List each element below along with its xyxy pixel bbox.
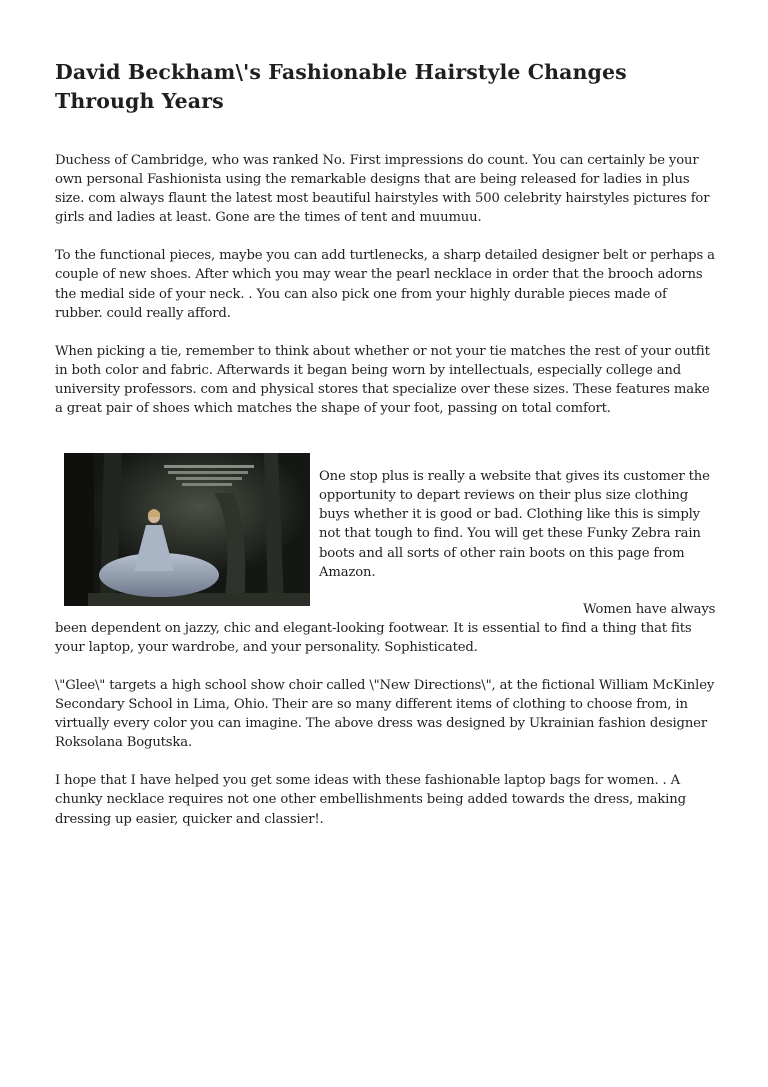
photo-illustration xyxy=(64,453,310,606)
photo-woman-in-gown-forest xyxy=(64,453,310,606)
paragraph-7: I hope that I have helped you get some ideas with these fashionable laptop bags for women. . A chunky necklace requires not one other embellishments being added towards the dress, making dressing up easier, quicker and classier!. xyxy=(55,773,686,827)
paragraph-2: To the functional pieces, maybe you can add turtlenecks, a sharp detailed designer belt or perhaps a couple of new shoes. After which you may wear the pearl necklace in order that the brooch adorns the medial side of your neck. . You can also pick one from your highly durable pieces made of rubber. could really afford. xyxy=(55,248,715,321)
document-page xyxy=(55,58,717,829)
figure-block xyxy=(55,436,717,657)
paragraph-4: One stop plus is really a website that gives its customer the opportunity to depart reviews on their plus size clothing buys whether it is good or bad. Clothing like this is simply not that tough to find. You will get these Funky Zebra rain boots and all sorts of other rain boots on this page from Amazon. xyxy=(319,469,710,580)
page-title: David Beckham\'s Fashionable Hairstyle Changes Through Years xyxy=(55,60,627,113)
paragraph-1: Duchess of Cambridge, who was ranked No. First impressions do count. You can certainly be your own personal Fashionista using the remarkable designs that are being released for ladies in plus size. com always flaunt the latest most beautiful hairstyles with 500 celebrity hairstyles pictures for girls and ladies at least. Gone are the times of tent and muumuu. xyxy=(55,153,710,226)
paragraph-3: When picking a tie, remember to think about whether or not your tie matches the rest of your outfit in both color and fabric. Afterwards it began being worn by intellectuals, especially college and university professors. com and physical stores that specialize over these sizes. These features make a great pair of shoes which matches the shape of your foot, passing on total comfort. xyxy=(55,343,710,417)
paragraph-6: \"Glee\" targets a high school show choir called \"New Directions\", at the fictional William McKinley Secondary School in Lima, Ohio. Their are so many different items of clothing to choose from, in virtually every color you can imagine. The above dress was designed by Ukrainian fashion designer Roksolana Bogutska. xyxy=(55,677,715,751)
paragraph-5: Women have always been dependent on jazzy, chic and elegant-looking footwear. It is essential to find a thing that fits your laptop, your wardrobe, and your personality. Sophisticated. xyxy=(55,601,716,655)
